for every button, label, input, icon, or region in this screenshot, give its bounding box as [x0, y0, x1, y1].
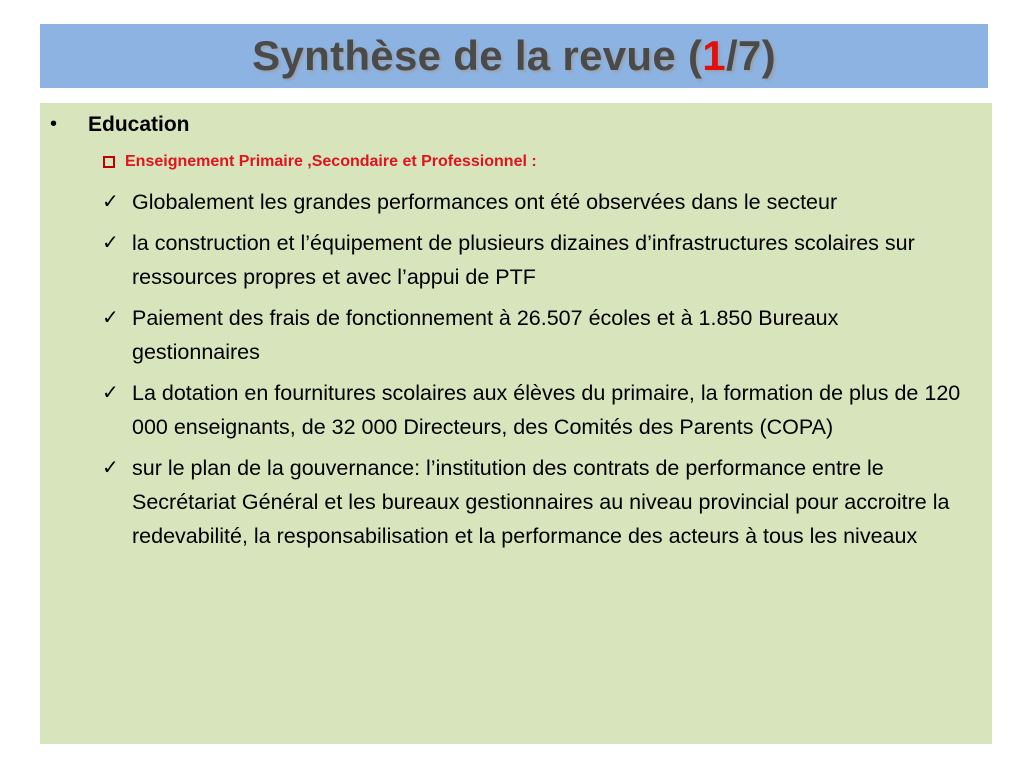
- title-bar: [40, 24, 988, 88]
- list-item: [102, 376, 972, 444]
- check-mark-icon: ✓: [102, 232, 119, 254]
- slide-title: [252, 32, 776, 80]
- list-item-text: Globalement les grandes performances ont été observées dans le secteur: [132, 190, 838, 214]
- title-prefix: Synthèse de la revue (: [252, 32, 703, 79]
- check-list: [102, 185, 972, 560]
- list-item-text: Paiement des frais de fonctionnement à 26.507 écoles et à 1.850 Bureaux gestionnaires: [132, 306, 839, 364]
- sub-heading-text: Enseignement Primaire ,Secondaire et Professionnel :: [125, 153, 537, 170]
- content-panel: [40, 103, 992, 744]
- sub-heading: [103, 153, 537, 171]
- list-item-text: la construction et l’équipement de plusieurs dizaines d’infrastructures scolaires sur ressources propres et avec l’appui de PTF: [132, 231, 915, 289]
- title-suffix: /7): [725, 32, 776, 79]
- list-item-text: La dotation en fournitures scolaires aux élèves du primaire, la formation de plus de 120 000 enseignants, de 32 000 Directeurs, des Comités des Parents (COPA): [132, 381, 961, 439]
- title-page-number: 1: [702, 32, 726, 79]
- section-bullet: [50, 113, 190, 137]
- section-label: Education: [88, 113, 190, 136]
- list-item: [102, 185, 972, 219]
- list-item: [102, 451, 972, 553]
- list-item-text: sur le plan de la gouvernance: l’institution des contrats de performance entre le Secrétariat Général et les bureaux gestionnaires au niveau provincial pour accroitre la redevabilité, la responsabilisation et la performance des acteurs à tous les niveaux: [132, 456, 950, 548]
- check-mark-icon: ✓: [102, 307, 119, 329]
- list-item: [102, 301, 972, 369]
- check-mark-icon: ✓: [102, 382, 119, 404]
- list-item: [102, 226, 972, 294]
- check-mark-icon: ✓: [102, 191, 119, 213]
- bullet-dot-icon: •: [50, 113, 58, 135]
- square-bullet-icon: [103, 156, 115, 168]
- check-mark-icon: ✓: [102, 457, 119, 479]
